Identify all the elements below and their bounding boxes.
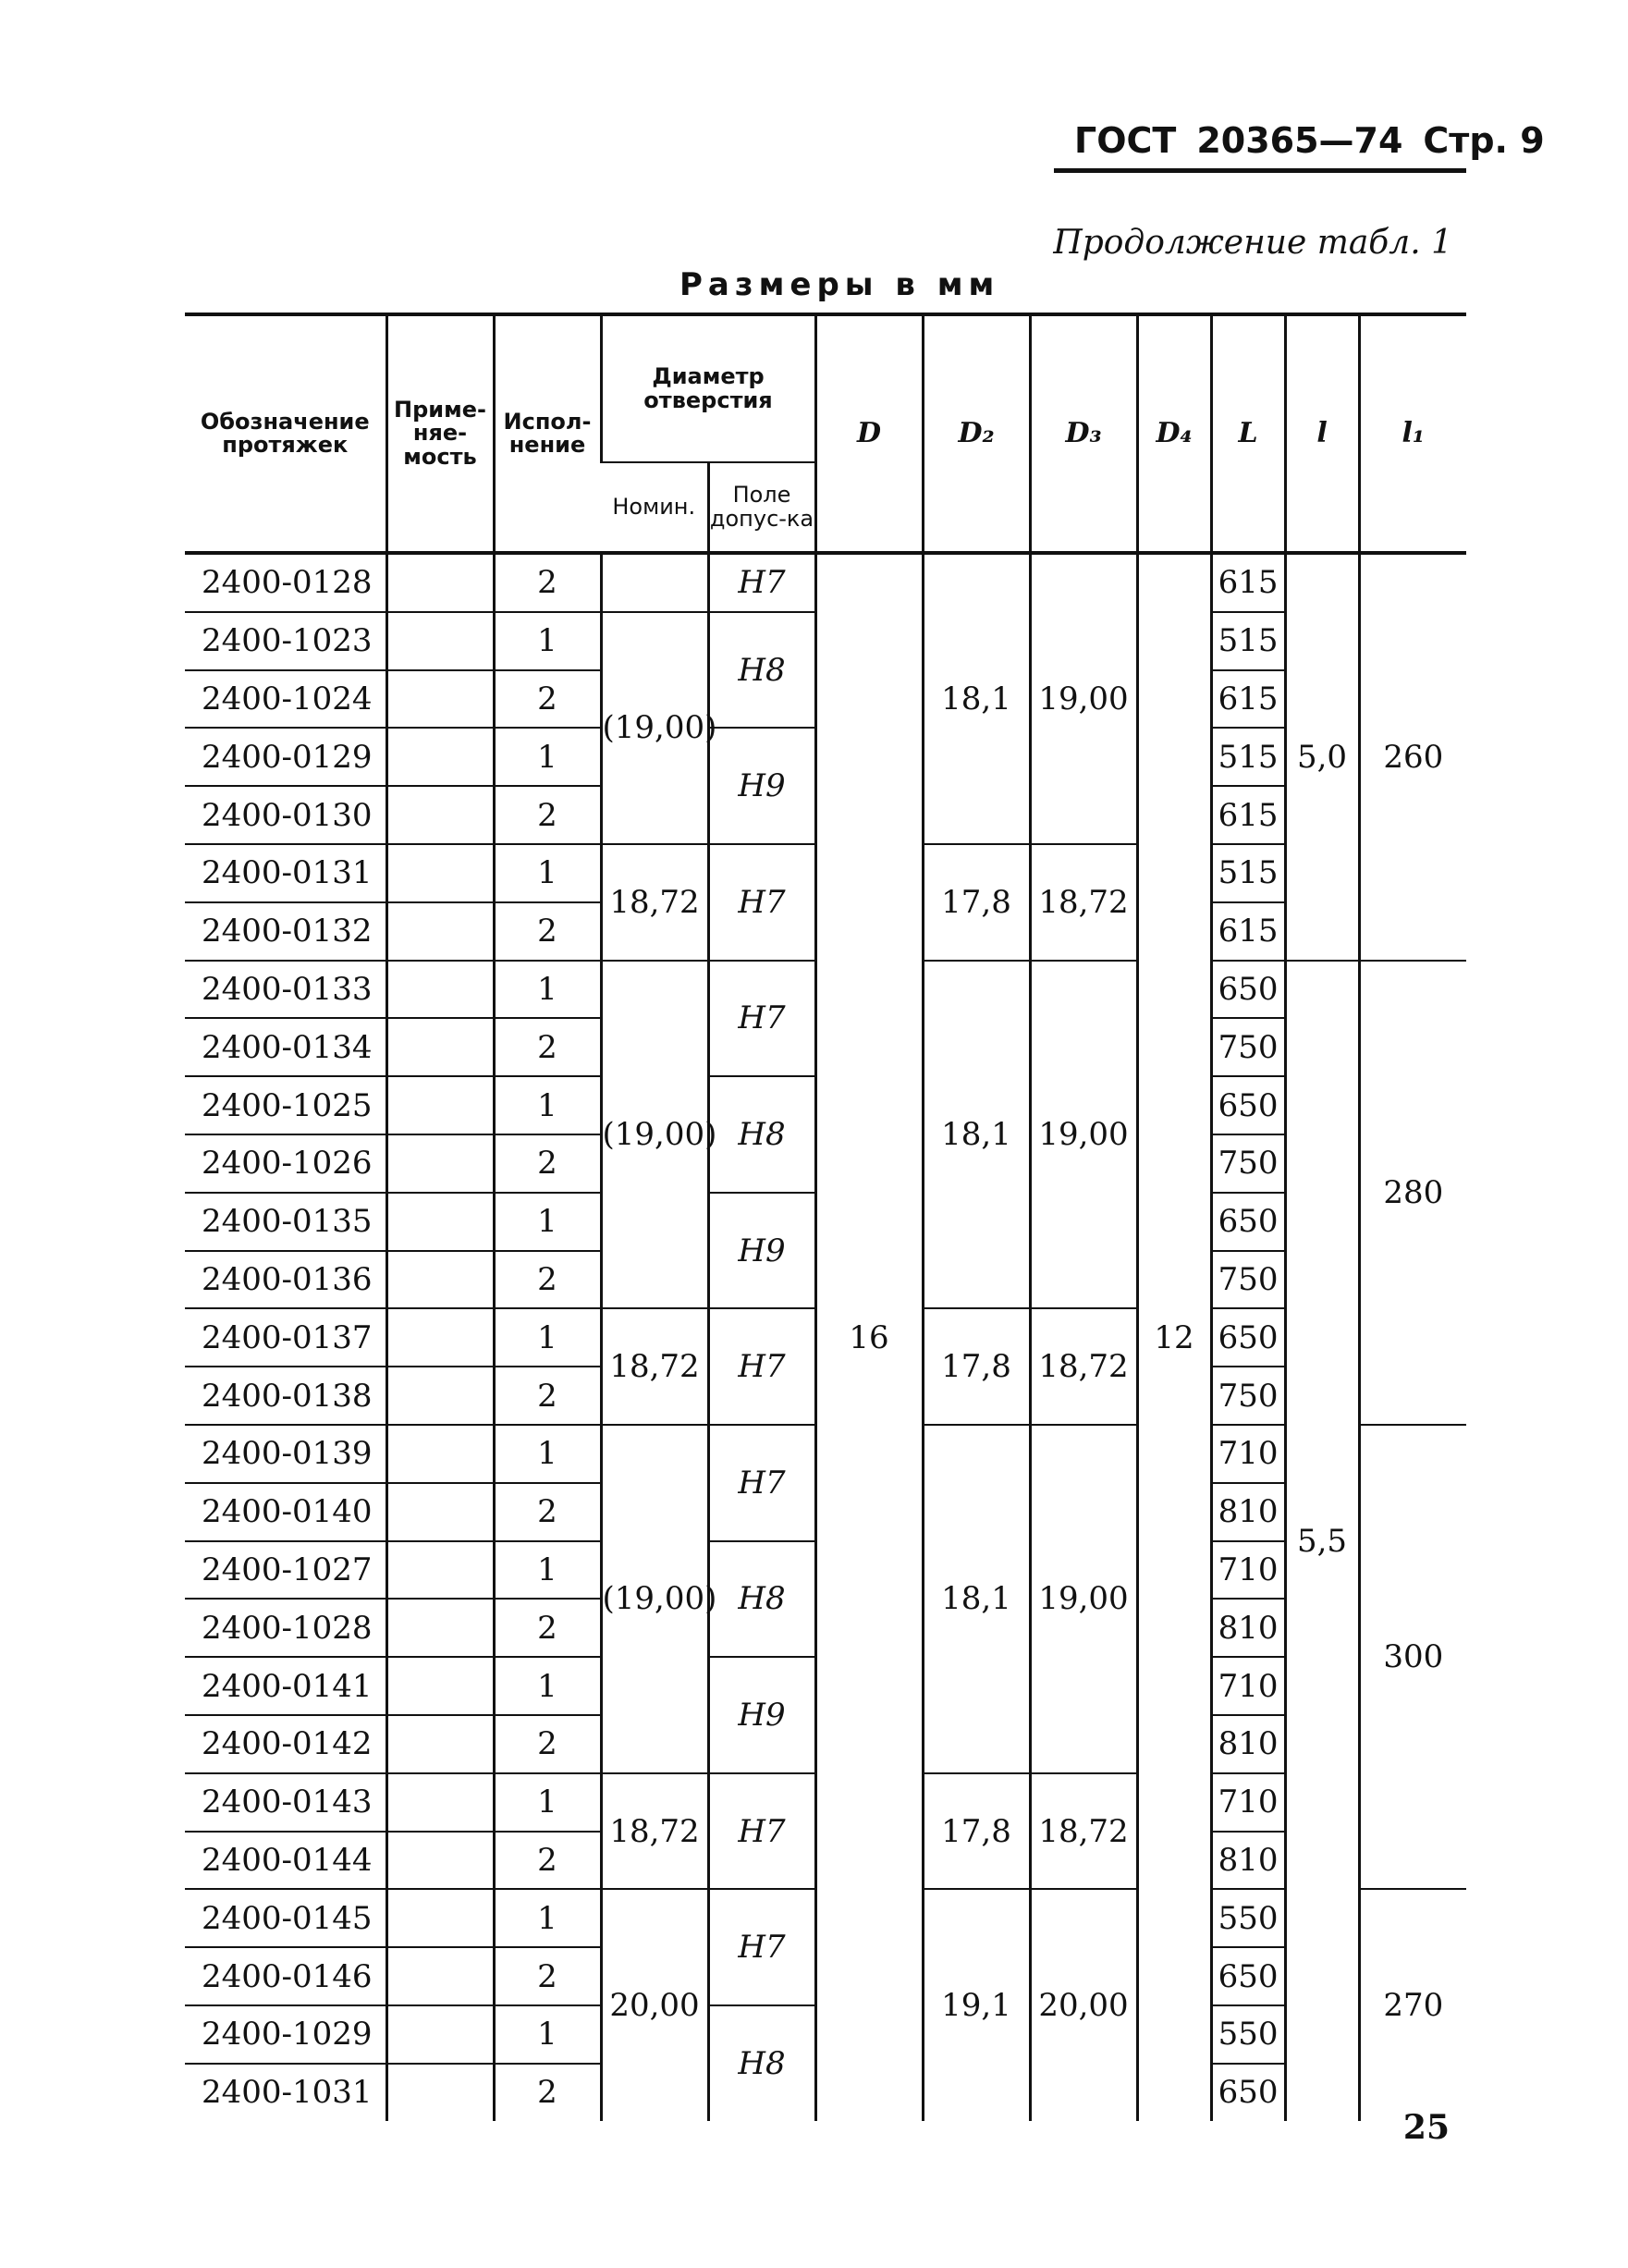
tolerance-cell: H8 <box>708 1076 815 1193</box>
L-cell: 710 <box>1211 1657 1285 1715</box>
version-cell: 2 <box>494 1832 601 1890</box>
applicability-cell <box>386 1541 494 1600</box>
designation-cell: 2400-1029 <box>185 2005 386 2064</box>
version-cell: 2 <box>494 902 601 961</box>
applicability-cell <box>386 553 494 612</box>
page-label: Стр. 9 <box>1423 120 1545 161</box>
page-header <box>1054 120 1545 173</box>
D2-cell: 18,1 <box>923 961 1030 1309</box>
L-cell: 615 <box>1211 786 1285 844</box>
designation-cell: 2400-1023 <box>185 612 386 670</box>
version-cell: 2 <box>494 670 601 729</box>
version-cell: 2 <box>494 1367 601 1425</box>
tolerance-cell: H9 <box>708 1657 815 1773</box>
tolerance-cell: H7 <box>708 961 815 1077</box>
designation-cell: 2400-0137 <box>185 1308 386 1367</box>
version-cell: 2 <box>494 1715 601 1773</box>
applicability-cell <box>386 1832 494 1890</box>
D3-cell: 18,72 <box>1030 1773 1137 1890</box>
version-cell: 1 <box>494 1773 601 1832</box>
L-cell: 750 <box>1211 1251 1285 1309</box>
version-cell: 1 <box>494 844 601 902</box>
D2-cell: 17,8 <box>923 1773 1030 1890</box>
l-cell: 5,0 <box>1285 553 1359 961</box>
L-cell: 615 <box>1211 670 1285 729</box>
applicability-cell <box>386 728 494 786</box>
applicability-cell <box>386 1773 494 1832</box>
nominal-cell <box>601 553 708 612</box>
tolerance-cell: H7 <box>708 1889 815 2005</box>
version-cell: 2 <box>494 2064 601 2121</box>
designation-cell: 2400-0145 <box>185 1889 386 1947</box>
version-cell: 2 <box>494 1251 601 1309</box>
header-applicability: Приме- няе- мость <box>386 314 494 553</box>
l1-cell: 300 <box>1359 1425 1466 1889</box>
tolerance-cell: H8 <box>708 612 815 729</box>
tolerance-cell: H8 <box>708 1541 815 1658</box>
version-cell: 2 <box>494 1134 601 1193</box>
D3-cell: 18,72 <box>1030 844 1137 961</box>
tolerance-cell: H7 <box>708 1425 815 1541</box>
header-L: L <box>1211 314 1285 553</box>
header-D4: D₄ <box>1137 314 1211 553</box>
L-cell: 650 <box>1211 1193 1285 1251</box>
applicability-cell <box>386 1308 494 1367</box>
l1-cell: 260 <box>1359 553 1466 961</box>
header-version: Испол- нение <box>494 314 601 553</box>
applicability-cell <box>386 844 494 902</box>
nominal-cell: 18,72 <box>601 1308 708 1425</box>
applicability-cell <box>386 1889 494 1947</box>
D2-cell: 19,1 <box>923 1889 1030 2120</box>
L-cell: 710 <box>1211 1541 1285 1600</box>
version-cell: 1 <box>494 2005 601 2064</box>
table-continuation-note: Продолжение табл. 1 <box>1053 224 1452 262</box>
version-cell: 2 <box>494 1483 601 1541</box>
applicability-cell <box>386 612 494 670</box>
D3-cell: 19,00 <box>1030 553 1137 844</box>
version-cell: 1 <box>494 1076 601 1134</box>
tolerance-cell: H7 <box>708 844 815 961</box>
L-cell: 515 <box>1211 728 1285 786</box>
applicability-cell <box>386 670 494 729</box>
version-cell: 1 <box>494 728 601 786</box>
designation-cell: 2400-0144 <box>185 1832 386 1890</box>
applicability-cell <box>386 1367 494 1425</box>
header-D2: D₂ <box>923 314 1030 553</box>
applicability-cell <box>386 1193 494 1251</box>
designation-cell: 2400-1024 <box>185 670 386 729</box>
l-cell: 5,5 <box>1285 961 1359 2121</box>
applicability-cell <box>386 1251 494 1309</box>
tolerance-cell: H8 <box>708 2005 815 2121</box>
dimensions-table <box>185 313 1466 2121</box>
L-cell: 650 <box>1211 1947 1285 2005</box>
L-cell: 810 <box>1211 1715 1285 1773</box>
L-cell: 650 <box>1211 1308 1285 1367</box>
applicability-cell <box>386 2005 494 2064</box>
version-cell: 2 <box>494 786 601 844</box>
D3-cell: 19,00 <box>1030 1425 1137 1773</box>
L-cell: 550 <box>1211 1889 1285 1947</box>
tolerance-cell: H7 <box>708 553 815 612</box>
nominal-cell: (19,00) <box>601 1425 708 1773</box>
D3-cell: 18,72 <box>1030 1308 1137 1425</box>
L-cell: 750 <box>1211 1018 1285 1076</box>
L-cell: 810 <box>1211 1599 1285 1657</box>
L-cell: 550 <box>1211 2005 1285 2064</box>
designation-cell: 2400-0140 <box>185 1483 386 1541</box>
D3-cell: 19,00 <box>1030 961 1137 1309</box>
D2-cell: 17,8 <box>923 844 1030 961</box>
designation-cell: 2400-0134 <box>185 1018 386 1076</box>
version-cell: 2 <box>494 1018 601 1076</box>
version-cell: 1 <box>494 612 601 670</box>
designation-cell: 2400-1031 <box>185 2064 386 2121</box>
designation-cell: 2400-0132 <box>185 902 386 961</box>
L-cell: 615 <box>1211 902 1285 961</box>
header-l: l <box>1285 314 1359 553</box>
designation-cell: 2400-0129 <box>185 728 386 786</box>
D2-cell: 17,8 <box>923 1308 1030 1425</box>
header-D3: D₃ <box>1030 314 1137 553</box>
header-tolerance: Поле допус-ка <box>708 462 815 553</box>
designation-cell: 2400-0143 <box>185 1773 386 1832</box>
applicability-cell <box>386 1657 494 1715</box>
applicability-cell <box>386 1483 494 1541</box>
applicability-cell <box>386 1076 494 1134</box>
nominal-cell: (19,00) <box>601 961 708 1309</box>
version-cell: 1 <box>494 961 601 1019</box>
version-cell: 1 <box>494 1308 601 1367</box>
tolerance-cell: H9 <box>708 728 815 844</box>
L-cell: 650 <box>1211 2064 1285 2121</box>
l1-cell: 270 <box>1359 1889 1466 2120</box>
D2-cell: 18,1 <box>923 1425 1030 1773</box>
applicability-cell <box>386 1715 494 1773</box>
designation-cell: 2400-1027 <box>185 1541 386 1600</box>
L-cell: 710 <box>1211 1773 1285 1832</box>
version-cell: 1 <box>494 1193 601 1251</box>
designation-cell: 2400-0136 <box>185 1251 386 1309</box>
applicability-cell <box>386 2064 494 2121</box>
D4-cell: 12 <box>1137 553 1211 2121</box>
tolerance-cell: H7 <box>708 1308 815 1425</box>
designation-cell: 2400-0130 <box>185 786 386 844</box>
tolerance-cell: H7 <box>708 1773 815 1890</box>
version-cell: 1 <box>494 1657 601 1715</box>
L-cell: 650 <box>1211 1076 1285 1134</box>
version-cell: 1 <box>494 1541 601 1600</box>
designation-cell: 2400-1028 <box>185 1599 386 1657</box>
designation-cell: 2400-0131 <box>185 844 386 902</box>
table-body <box>185 553 1466 2121</box>
version-cell: 1 <box>494 1425 601 1483</box>
D-cell: 16 <box>815 553 923 2121</box>
D3-cell: 20,00 <box>1030 1889 1137 2120</box>
applicability-cell <box>386 786 494 844</box>
version-cell: 2 <box>494 1947 601 2005</box>
L-cell: 750 <box>1211 1367 1285 1425</box>
tolerance-cell: H9 <box>708 1193 815 1309</box>
header-D: D <box>815 314 923 553</box>
L-cell: 710 <box>1211 1425 1285 1483</box>
designation-cell: 2400-0139 <box>185 1425 386 1483</box>
version-cell: 2 <box>494 553 601 612</box>
designation-cell: 2400-0146 <box>185 1947 386 2005</box>
l1-cell: 280 <box>1359 961 1466 1425</box>
L-cell: 515 <box>1211 844 1285 902</box>
table-row <box>185 553 1466 612</box>
applicability-cell <box>386 1947 494 2005</box>
designation-cell: 2400-0133 <box>185 961 386 1019</box>
page-number: 25 <box>1402 2108 1450 2147</box>
designation-cell: 2400-0142 <box>185 1715 386 1773</box>
L-cell: 650 <box>1211 961 1285 1019</box>
L-cell: 810 <box>1211 1483 1285 1541</box>
designation-cell: 2400-1025 <box>185 1076 386 1134</box>
applicability-cell <box>386 961 494 1019</box>
nominal-cell: 18,72 <box>601 1773 708 1890</box>
designation-cell: 2400-0135 <box>185 1193 386 1251</box>
applicability-cell <box>386 1134 494 1193</box>
L-cell: 810 <box>1211 1832 1285 1890</box>
L-cell: 750 <box>1211 1134 1285 1193</box>
header-hole-diameter: Диаметр отверстия <box>601 314 815 462</box>
D2-cell: 18,1 <box>923 553 1030 844</box>
standard-number: 20365—74 <box>1196 120 1403 161</box>
version-cell: 1 <box>494 1889 601 1947</box>
header-l1: l₁ <box>1359 314 1466 553</box>
designation-cell: 2400-0138 <box>185 1367 386 1425</box>
nominal-cell: 18,72 <box>601 844 708 961</box>
L-cell: 515 <box>1211 612 1285 670</box>
designation-cell: 2400-1026 <box>185 1134 386 1193</box>
L-cell: 615 <box>1211 553 1285 612</box>
dimensions-table-wrapper <box>185 313 1466 2121</box>
nominal-cell: (19,00) <box>601 612 708 844</box>
header-nominal: Номин. <box>601 462 708 553</box>
applicability-cell <box>386 1018 494 1076</box>
nominal-cell: 20,00 <box>601 1889 708 2120</box>
designation-cell: 2400-0141 <box>185 1657 386 1715</box>
standard-label: ГОСТ <box>1074 120 1177 161</box>
header-designation: Обозначение протяжек <box>200 408 370 458</box>
designation-cell: 2400-0128 <box>202 564 373 602</box>
applicability-cell <box>386 902 494 961</box>
applicability-cell <box>386 1425 494 1483</box>
applicability-cell <box>386 1599 494 1657</box>
units-caption: Размеры в мм <box>679 266 1000 303</box>
version-cell: 2 <box>494 1599 601 1657</box>
